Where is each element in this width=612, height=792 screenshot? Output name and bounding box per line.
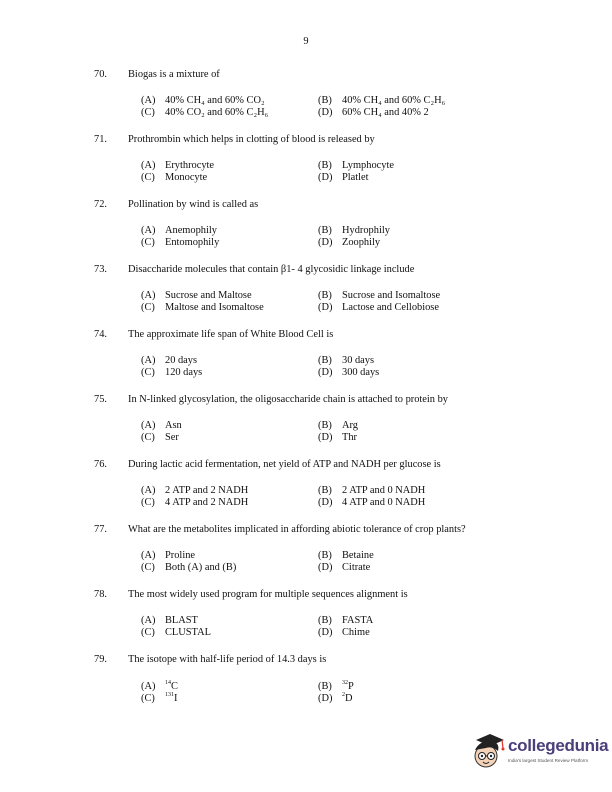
- option-c: (C) $^{131}$I: [141, 692, 178, 704]
- option-a: (A) BLAST: [141, 615, 198, 626]
- option-b: (B) 2 ATP and 0 NADH: [318, 485, 426, 496]
- option-c: (C) Ser: [141, 432, 179, 443]
- option-d: (D) 60% CH₄ and 40% 2: [318, 107, 429, 118]
- page-number: 9: [303, 36, 309, 47]
- option-a: (A) 40% CH₄ and 60% CO₂: [141, 95, 265, 106]
- question-number: 73.: [94, 264, 107, 275]
- option-b: (B) FASTA: [318, 615, 374, 626]
- option-b: (B) $^{32}$P: [318, 680, 354, 692]
- option-c: (C) CLUSTAL: [141, 627, 211, 638]
- question-text: The approximate life span of White Blood Cell is: [128, 329, 334, 340]
- question-number: 77.: [94, 524, 107, 535]
- option-a: (A) 2 ATP and 2 NADH: [141, 485, 249, 496]
- logo-name: collegedunia: [508, 736, 609, 755]
- option-c: (C) 40% CO₂ and 60% C₂H₆: [141, 107, 269, 118]
- option-b: (B) 40% CH₄ and 60% C₂H₆: [318, 95, 446, 106]
- question-number: 78.: [94, 589, 107, 600]
- collegedunia-logo: [470, 732, 609, 782]
- logo-tagline: India's largest Student Review Platform: [508, 758, 589, 763]
- option-a: (A) Erythrocyte: [141, 160, 215, 171]
- option-c: (C) Maltose and Isomaltose: [141, 302, 264, 313]
- option-c: (C) Monocyte: [141, 172, 208, 183]
- option-d: (D) Lactose and Cellobiose: [318, 302, 439, 313]
- option-b: (B) Betaine: [318, 550, 374, 561]
- question-text: What are the metabolites implicated in affording abiotic tolerance of crop plants?: [128, 524, 466, 535]
- option-a: (A) $^{14}$C: [141, 680, 178, 692]
- option-c: (C) 120 days: [141, 367, 203, 378]
- option-a: (A) 20 days: [141, 355, 198, 366]
- option-c: (C) Both (A) and (B): [141, 562, 237, 573]
- option-c: (C) 4 ATP and 2 NADH: [141, 497, 249, 508]
- option-b: (B) Hydrophily: [318, 225, 390, 236]
- question-number: 72.: [94, 199, 107, 210]
- question-text: Prothrombin which helps in clotting of blood is released by: [128, 134, 375, 145]
- question-text: In N-linked glycosylation, the oligosaccharide chain is attached to protein by: [128, 394, 448, 405]
- option-d: (D) Thr: [318, 432, 358, 443]
- question-text: Disaccharide molecules that contain β1- 4 glycosidic linkage include: [128, 264, 415, 275]
- option-b: (B) Sucrose and Isomaltose: [318, 290, 441, 301]
- option-c: (C) Entomophily: [141, 237, 220, 248]
- option-b: (B) 30 days: [318, 355, 375, 366]
- option-d: (D) Citrate: [318, 562, 371, 573]
- question-text: The isotope with half-life period of 14.3 days is: [128, 654, 327, 665]
- question-number: 79.: [94, 654, 107, 665]
- question-text: Pollination by wind is called as: [128, 199, 259, 210]
- option-a: (A) Proline: [141, 550, 196, 561]
- option-d: (D) $^2$D: [318, 692, 353, 704]
- question-number: 71.: [94, 134, 107, 145]
- option-b: (B) Lymphocyte: [318, 160, 394, 171]
- option-a: (A) Asn: [141, 420, 182, 431]
- option-a: (A) Anemophily: [141, 225, 217, 236]
- option-a: (A) Sucrose and Maltose: [141, 290, 252, 301]
- question-text: During lactic acid fermentation, net yield of ATP and NADH per glucose is: [128, 459, 441, 470]
- question-text: Biogas is a mixture of: [128, 69, 220, 80]
- question-number: 74.: [94, 329, 107, 340]
- option-b: (B) Arg: [318, 420, 358, 431]
- option-d: (D) 300 days: [318, 367, 380, 378]
- question-number: 76.: [94, 459, 107, 470]
- option-d: (D) Zoophily: [318, 237, 381, 248]
- option-d: (D) 4 ATP and 0 NADH: [318, 497, 426, 508]
- graduate-mascot-icon: [470, 732, 506, 772]
- option-d: (D) Platlet: [318, 172, 369, 183]
- question-number: 75.: [94, 394, 107, 405]
- question-text: The most widely used program for multiple sequences alignment is: [128, 589, 408, 600]
- option-d: (D) Chime: [318, 627, 370, 638]
- question-number: 70.: [94, 69, 107, 80]
